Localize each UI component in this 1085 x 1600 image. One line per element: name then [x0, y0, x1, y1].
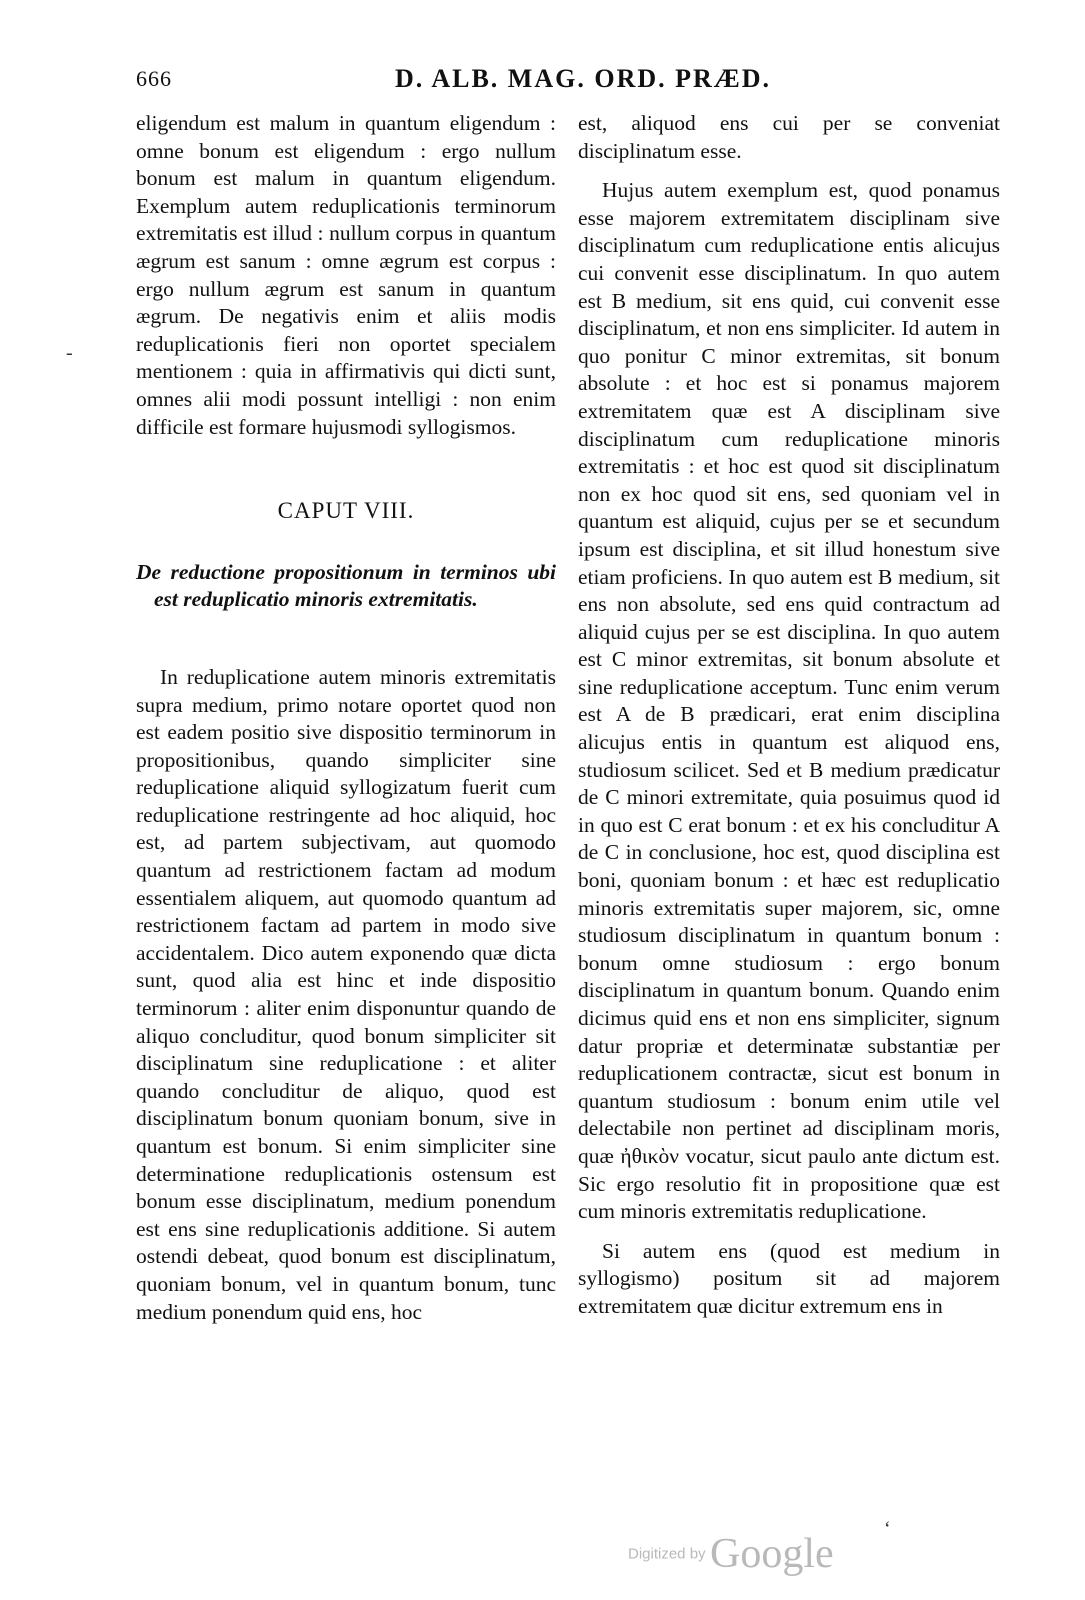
- margin-mark: -: [66, 342, 73, 364]
- page-number: 666: [136, 66, 172, 91]
- chapter-title: CAPUT VIII.: [277, 498, 415, 524]
- margin-mark-2: ‘: [884, 1518, 891, 1540]
- digitization-watermark: [628, 1530, 834, 1578]
- google-logo: Google: [710, 1531, 834, 1577]
- right-column: [578, 110, 1000, 1321]
- right-paragraph-3: Si autem ens (quod est medium in syllogismo) positum sit ad majorem extremitatem quæ dicitur extremum ens in: [578, 1238, 1000, 1318]
- left-paragraph-1: eligendum est malum in quantum eligendum : omne bonum est eligendum : ergo nullum bonum est malum in quantum eligendum. Exemplum autem reduplicationis terminorum extremitatis est illud : nullum corpus in quantum ægrum est sanum : omne ægrum est corpus : ergo nullum ægrum est sanum in quantum ægrum. De negativis enim et aliis modis reduplicationis fieri non oportet specialem mentionem : quia in affirmativis qui dicti sunt, omnes alii modi possunt intelligi : non enim difficile est formare hujusmodi syllogismos.: [136, 111, 556, 439]
- watermark-text: Digitized by: [628, 1545, 706, 1563]
- left-column: [136, 110, 556, 1326]
- chapter-subtitle: De reductione propositionum in terminos ubi est reduplicatio minoris extremitatis.: [136, 559, 556, 612]
- right-paragraph-2: Hujus autem exemplum est, quod ponamus esse majorem extremitatem disciplinam sive disciplinatum cum reduplicatione entis alicujus cui convenit esse disciplinatum. In quo autem est B medium, sit ens quid, cui convenit esse disciplinatum, et non ens simpliciter. Id autem in quo ponitur C minor extremitas, sit bonum absolute : et hoc est si ponamus majorem extremitatem quæ est A disciplinam sive disciplinatum cum reduplicatione minoris extremitatis : et hoc est quod sit disciplinatum non ex hoc quod sit ens, sed quoniam vel in quantum est aliquid, cujus per se et secundum ipsum est disciplina, et sit illud honestum sive etiam proficiens. In quo autem est B medium, sit ens non absolute, sed ens quid contractum ad aliquid cujus per se est disciplina. In quo autem est C minor extremitas, sit bonum absolute et sine reduplicatione acceptum. Tunc enim verum est A de B prædicari, erat enim disciplina alicujus entis in quantum est aliquod ens, studiosum scilicet. Sed et B medium prædicatur de C minori extremitate, quia posuimus quod id in quo est C erat bonum : et ex his concluditur A de C in conclusione, hoc est, quod disciplina est boni, quoniam bonum : et hæc est reduplicatio minoris extremitatis super majorem, sic, omne studiosum disciplinatum in quantum bonum : bonum omne studiosum : ergo bonum disciplinatum in quantum bonum. Quando enim dicimus quid ens et non ens simpliciter, signum datur propriæ et determinatæ substantiæ per reduplicationem contractæ, sicut est bonum in quantum studiosum : bonum enim utile vel delectabile non pertinet ad disciplinam moris, quæ ἠθικὸν vocatur, sicut paulo ante dictum est. Sic ergo resolutio fit in propositione quæ est cum minoris extremitatis reduplicatione.: [578, 178, 1000, 1224]
- left-paragraph-2: In reduplicatione autem minoris extremitatis supra medium, primo notare oportet quod non est eadem positio sive dispositio terminorum in propositionibus, quando simpliciter sine reduplicatione aliquid syllogizatum fuerit cum reduplicatione restringente ad hoc aliquid, hoc est, ad partem subjectivam, aut quomodo quantum ad restrictionem factam ad modum essentialem aliquem, aut quomodo quantum ad restrictionem factam ad partem in modo sive accidentalem. Dico autem exponendo quæ dicta sunt, quod alia est hinc et inde dispositio terminorum : aliter enim disponuntur quando de aliquo concluditur, quod bonum simpliciter sit disciplinatum sine reduplicatione : et aliter quando concluditur de aliquo, quod est disciplinatum bonum quoniam bonum, sive in quantum est bonum. Si enim simpliciter sine determinatione reduplicationis ostensum est bonum esse disciplinatum, medium ponendum est ens sine reduplicationis additione. Si autem ostendi debeat, quod bonum est disciplinatum, quoniam bonum, vel in quantum bonum, tunc medium ponendum quid ens, hoc: [136, 664, 556, 1324]
- right-paragraph-1: est, aliquod ens cui per se conveniat disciplinatum esse.: [578, 111, 1000, 163]
- running-head: D. ALB. MAG. ORD. PRÆD.: [395, 64, 772, 93]
